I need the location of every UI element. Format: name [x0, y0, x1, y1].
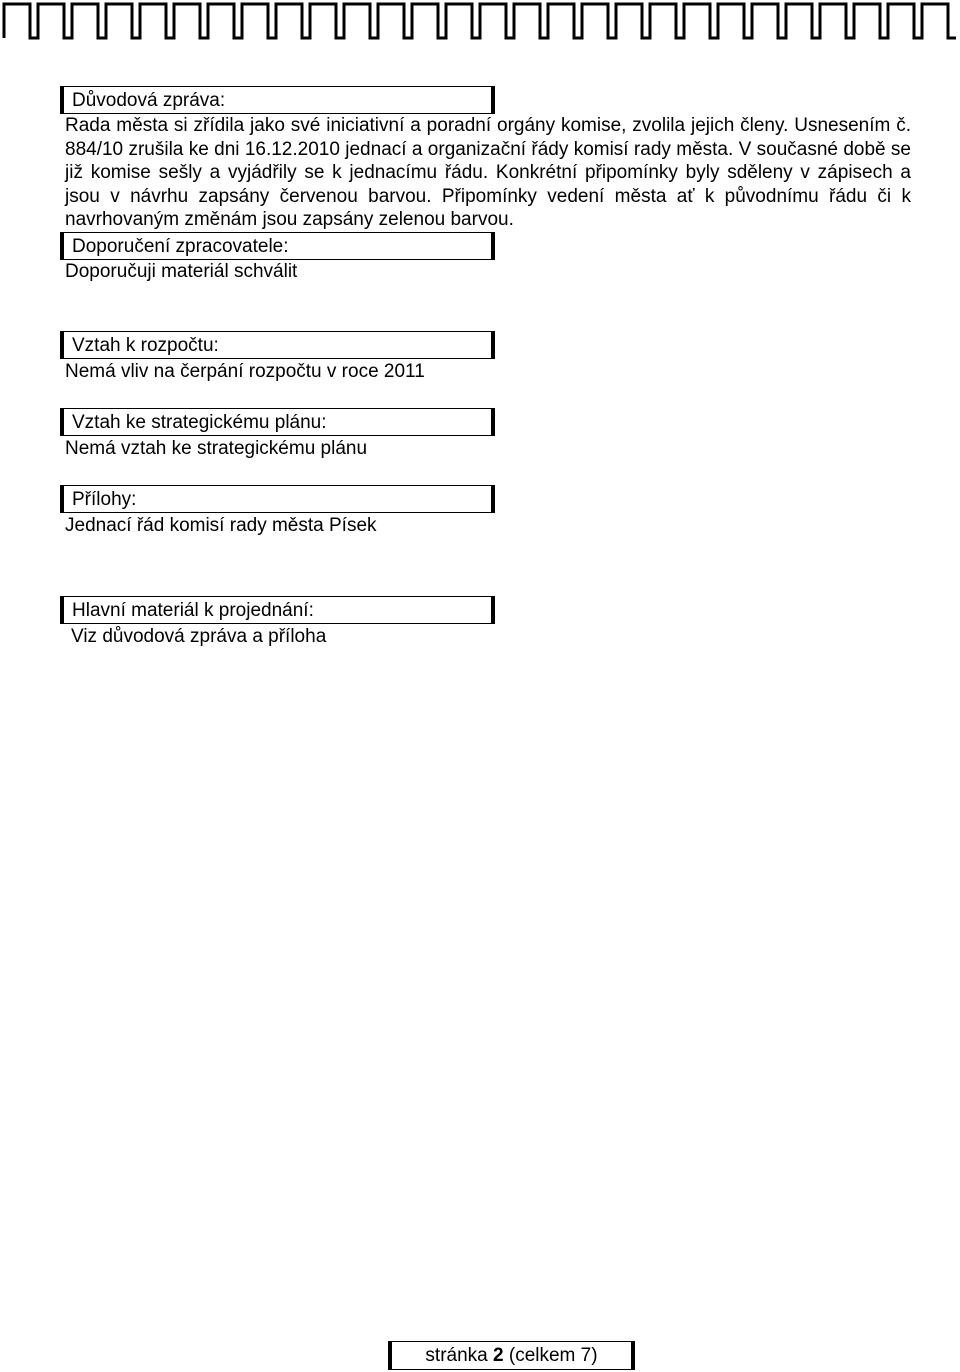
current-page-number: 2	[493, 1345, 504, 1366]
decorative-top-border	[0, 0, 960, 42]
section-heading-vztah-k-rozpoctu: Vztah k rozpočtu:	[60, 331, 495, 359]
section-heading-doporuceni: Doporučení zpracovatele:	[60, 232, 495, 260]
prilohy-text: Jednací řád komisí rady města Písek	[65, 515, 377, 536]
section-heading-strategicky-plan: Vztah ke strategickému plánu:	[60, 408, 495, 436]
hlavni-material-text: Viz důvodová zpráva a příloha	[71, 626, 327, 647]
vztah-k-rozpoctu-text: Nemá vliv na čerpání rozpočtu v roce 2011	[65, 361, 425, 382]
section-heading-prilohy: Přílohy:	[60, 485, 495, 513]
section-heading-hlavni-material: Hlavní materiál k projednání:	[60, 596, 495, 624]
duvodova-zprava-text: Rada města si zřídila jako své iniciativní a poradní orgány komise, zvolila jejich členy. Usnesením č. 884/10 zrušila ke dni 16.12.2010 jednací a organizační řády komisí rady města. V současné době se již komise sešly a vyjádřily se k jednacímu řádu. Konkrétní připomínky byly sděleny v zápisech a jsou v návrhu zapsány červenou barvou. Připomínky vedení města ať k původnímu řádu či k navrhovaným změnám jsou zapsány zelenou barvou.	[65, 115, 911, 230]
doporuceni-text: Doporučuji materiál schválit	[65, 261, 298, 282]
footer-prefix: stránka	[425, 1345, 494, 1366]
section-heading-duvodova-zprava: Důvodová zpráva:	[60, 86, 495, 114]
page-number-footer	[388, 1341, 635, 1370]
strategicky-plan-text: Nemá vztah ke strategickému plánu	[65, 438, 368, 459]
footer-suffix: (celkem 7)	[503, 1345, 598, 1366]
